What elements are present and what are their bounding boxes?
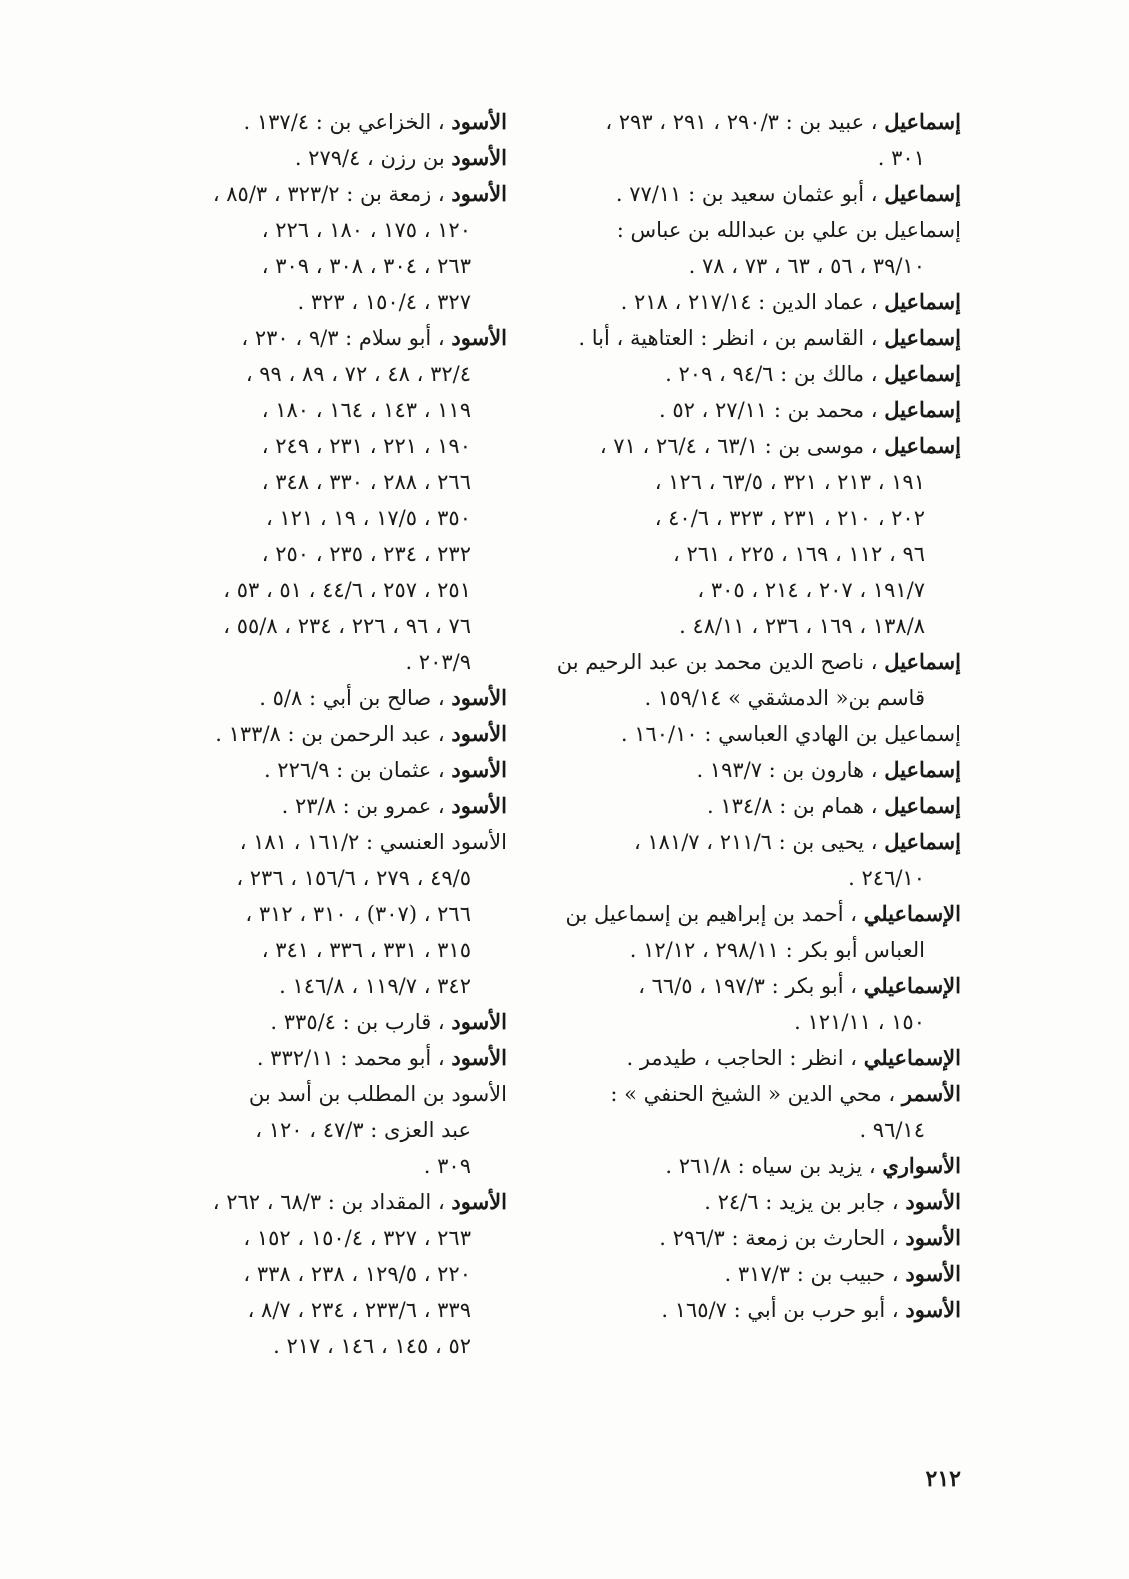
index-entry-line	[137, 104, 507, 140]
entry-references: الأسود العنسي : ١٦١/٢ ، ١٨١ ،	[239, 830, 507, 854]
index-entry-line	[541, 536, 961, 572]
index-entry-line	[137, 896, 507, 932]
entry-references: ، هارون بن : ١٩٣/٧ .	[696, 758, 885, 782]
index-entry-line	[137, 536, 507, 572]
entry-headword: إسماعيل	[884, 397, 961, 422]
index-entry-line	[137, 1076, 507, 1112]
entry-references: ، همام بن : ١٣٤/٨ .	[707, 794, 885, 818]
index-entry-line	[541, 356, 961, 392]
index-entry-line	[137, 932, 507, 968]
index-entry-line	[137, 320, 507, 356]
index-entry-line	[137, 644, 507, 680]
index-entry-line	[137, 716, 507, 752]
entry-headword: الأسود	[905, 1225, 961, 1250]
entry-references: ، موسى بن : ٦٣/١ ، ٢٦/٤ ، ٧١ ،	[599, 434, 885, 458]
entry-references: ٩٦ ، ١١٢ ، ١٦٩ ، ٢٢٥ ، ٢٦١ ،	[673, 542, 925, 566]
index-entry-line	[541, 320, 961, 356]
entry-headword: الأسود	[905, 1297, 961, 1322]
entry-references: ١٩٠ ، ٢٢١ ، ٢٣١ ، ٢٤٩ ،	[261, 434, 471, 458]
entry-headword: الأسود	[451, 109, 507, 134]
entry-references: ٤٩/٥ ، ٢٧٩ ، ١٥٦/٦ ، ٢٣٦ ،	[236, 866, 471, 890]
index-entry-line	[137, 680, 507, 716]
entry-references: ٢٥١ ، ٢٥٧ ، ٤٤/٦ ، ٥١ ، ٥٣ ،	[223, 578, 471, 602]
index-entry-line	[137, 248, 507, 284]
entry-references: إسماعيل بن الهادي العباسي : ١٦٠/١٠ .	[620, 722, 961, 746]
index-entry-line	[137, 860, 507, 896]
entry-references: ، مالك بن : ٩٤/٦ ، ٢٠٩ .	[665, 362, 885, 386]
entry-references: ، جابر بن يزيد : ٢٤/٦ .	[704, 1190, 906, 1214]
entry-references: ، عثمان بن : ٢٢٦/٩ .	[263, 758, 452, 782]
entry-headword: الأسود	[451, 325, 507, 350]
index-entry-line	[541, 860, 961, 896]
index-entry-line	[137, 284, 507, 320]
entry-references: ، الخزاعي بن : ١٣٧/٤ .	[243, 110, 452, 134]
entry-references: ١١٩ ، ١٤٣ ، ١٦٤ ، ١٨٠ ،	[261, 398, 471, 422]
index-entry-line	[137, 212, 507, 248]
index-entry-line	[137, 1328, 507, 1364]
entry-references: ٥٢ ، ١٤٥ ، ١٤٦ ، ٢١٧ .	[273, 1334, 471, 1358]
entry-references: ٢٦٦ ، ٢٨٨ ، ٣٣٠ ، ٣٤٨ ،	[261, 470, 471, 494]
entry-references: ، محمد بن : ٢٧/١١ ، ٥٢ .	[658, 398, 885, 422]
index-entry-line	[541, 104, 961, 140]
entry-headword: الأسود	[451, 685, 507, 710]
index-entry-line	[137, 608, 507, 644]
entry-headword: إسماعيل	[884, 757, 961, 782]
entry-references: ، عبيد بن : ٢٩٠/٣ ، ٢٩١ ، ٢٩٣ ،	[605, 110, 885, 134]
index-entry-line	[137, 176, 507, 212]
entry-references: ٢٦٦ ، (٣٠٧) ، ٣١٠ ، ٣١٢ ،	[245, 902, 471, 926]
entry-references: ، محي الدين « الشيخ الحنفي » :	[610, 1082, 902, 1106]
entry-references: ٧٦ ، ٩٦ ، ٢٢٦ ، ٢٣٤ ، ٥٥/٨ ،	[223, 614, 471, 638]
index-entry-line	[541, 1040, 961, 1076]
entry-references: ٢٠٢ ، ٢١٠ ، ٢٣١ ، ٣٢٣ ، ٤٠/٦ ،	[654, 506, 925, 530]
index-entry-line	[137, 1040, 507, 1076]
index-entry-line	[137, 500, 507, 536]
entry-headword: الأسود	[451, 181, 507, 206]
entry-references: ، عمرو بن : ٢٣/٨ .	[281, 794, 452, 818]
index-entry-line	[137, 140, 507, 176]
entry-headword: الأسود	[451, 757, 507, 782]
index-entry-line	[137, 824, 507, 860]
index-entry-line	[137, 1220, 507, 1256]
index-entry-line	[541, 752, 961, 788]
entry-headword: الأسود	[451, 1045, 507, 1070]
entry-headword: إسماعيل	[884, 361, 961, 386]
index-entry-line	[541, 248, 961, 284]
index-entry-line	[541, 140, 961, 176]
entry-headword: الأسود	[905, 1261, 961, 1286]
entry-headword: إسماعيل	[884, 649, 961, 674]
index-entry-line	[137, 428, 507, 464]
entry-references: ، أبو حرب بن أبي : ١٦٥/٧ .	[661, 1298, 906, 1322]
entry-references: الأسود بن المطلب بن أسد بن	[248, 1082, 507, 1106]
entry-references: ٣٢٧ ، ١٥٠/٤ ، ٣٢٣ .	[297, 290, 471, 314]
entry-references: قاسم بن« الدمشقي » ١٥٩/١٤ .	[644, 686, 925, 710]
entry-headword: إسماعيل	[884, 109, 961, 134]
index-entry-line	[137, 1148, 507, 1184]
entry-references: ٣٥٠ ، ١٧/٥ ، ١٩ ، ١٢١ ،	[265, 506, 471, 530]
entry-headword: إسماعيل	[884, 289, 961, 314]
index-entry-line	[137, 1184, 507, 1220]
index-entry-line	[137, 1256, 507, 1292]
index-column-right	[541, 104, 961, 1328]
entry-references: ٢٦٣ ، ٣٠٤ ، ٣٠٨ ، ٣٠٩ ،	[261, 254, 471, 278]
index-entry-line	[541, 428, 961, 464]
entry-references: ٣٠١ .	[877, 146, 925, 170]
index-entry-line	[541, 644, 961, 680]
entry-references: ، عماد الدين : ٢١٧/١٤ ، ٢١٨ .	[620, 290, 885, 314]
entry-references: ، أبو بكر : ١٩٧/٣ ، ٦٦/٥ ،	[638, 974, 864, 998]
entry-headword: الأسود	[451, 1189, 507, 1214]
entry-headword: الإسماعيلي	[863, 1045, 961, 1070]
entry-references: ١٩١/٧ ، ٢٠٧ ، ٢١٤ ، ٣٠٥ ،	[697, 578, 925, 602]
entry-headword: الأسود	[905, 1189, 961, 1214]
index-entry-line	[137, 572, 507, 608]
index-entry-line	[137, 464, 507, 500]
index-entry-line	[541, 824, 961, 860]
entry-headword: الأسمر	[901, 1081, 961, 1106]
entry-references: ، المقداد بن : ٦٨/٣ ، ٢٦٢ ،	[212, 1190, 452, 1214]
entry-headword: الأسود	[451, 145, 507, 170]
index-entry-line	[541, 500, 961, 536]
index-entry-line	[541, 716, 961, 752]
index-entry-line	[541, 1004, 961, 1040]
index-entry-line	[137, 1292, 507, 1328]
entry-references: ٢٢٠ ، ١٢٩/٥ ، ٢٣٨ ، ٣٣٨ ،	[243, 1262, 471, 1286]
entry-references: ، القاسم بن ، انظر : العتاهية ، أبا .	[578, 326, 885, 350]
entry-references: ، يحيى بن : ٢١١/٦ ، ١٨١/٧ ،	[633, 830, 885, 854]
entry-references: ٣٢/٤ ، ٤٨ ، ٧٢ ، ٨٩ ، ٩٩ ،	[245, 362, 471, 386]
entry-references: ٣١٥ ، ٣٣١ ، ٣٣٦ ، ٣٤١ ،	[261, 938, 471, 962]
index-entry-line	[137, 1004, 507, 1040]
entry-references: ، حبيب بن : ٣١٧/٣ .	[724, 1262, 906, 1286]
entry-headword: إسماعيل	[884, 433, 961, 458]
entry-headword: الإسماعيلي	[863, 973, 961, 998]
entry-references: ٢٦٣ ، ٣٢٧ ، ١٥٠/٤ ، ١٥٢ ،	[243, 1226, 471, 1250]
index-entry-line	[137, 356, 507, 392]
entry-headword: إسماعيل	[884, 829, 961, 854]
entry-headword: الأسود	[451, 1009, 507, 1034]
entry-headword: إسماعيل	[884, 793, 961, 818]
entry-references: ، عبد الرحمن بن : ١٣٣/٨ .	[215, 722, 452, 746]
entry-references: ، الحارث بن زمعة : ٢٩٦/٣ .	[659, 1226, 906, 1250]
entry-references: ١٩١ ، ٢١٣ ، ٣٢١ ، ٦٣/٥ ، ١٢٦ ،	[654, 470, 925, 494]
index-entry-line	[137, 1112, 507, 1148]
index-entry-line	[541, 464, 961, 500]
index-column-left	[137, 104, 507, 1364]
index-entry-line	[541, 608, 961, 644]
entry-headword: الأسود	[451, 793, 507, 818]
page-number: ٢١٢	[925, 1466, 961, 1492]
index-entry-line	[137, 752, 507, 788]
entry-references: ، أحمد بن إبراهيم بن إسماعيل بن	[565, 902, 864, 926]
entry-references: ، أبو سلام : ٩/٣ ، ٢٣٠ ،	[241, 326, 452, 350]
index-entry-line	[541, 1184, 961, 1220]
index-entry-line	[541, 212, 961, 248]
entry-references: عبد العزى : ٤٧/٣ ، ١٢٠ ،	[255, 1118, 471, 1142]
index-entry-line	[137, 968, 507, 1004]
entry-references: ، انظر : الحاجب ، طيدمر .	[626, 1046, 864, 1070]
index-entry-line	[541, 932, 961, 968]
index-entry-line	[541, 572, 961, 608]
index-entry-line	[541, 788, 961, 824]
index-entry-line	[541, 680, 961, 716]
index-entry-line	[541, 1292, 961, 1328]
index-entry-line	[541, 1256, 961, 1292]
entry-references: ٣٤٢ ، ١١٩/٧ ، ١٤٦/٨ .	[279, 974, 471, 998]
entry-references: ٩٦/١٤ .	[859, 1118, 925, 1142]
entry-references: ، ناصح الدين محمد بن عبد الرحيم بن	[556, 650, 885, 674]
index-entry-line	[137, 788, 507, 824]
entry-references: ٣٣٩ ، ٢٣٣/٦ ، ٢٣٤ ، ٨/٧ ،	[247, 1298, 471, 1322]
entry-references: ٢٣٢ ، ٢٣٤ ، ٢٣٥ ، ٢٥٠ ،	[261, 542, 471, 566]
entry-headword: الأسواري	[882, 1153, 961, 1178]
entry-headword: الأسود	[451, 721, 507, 746]
entry-references: ١٥٠ ، ١٢١/١١ .	[794, 1010, 925, 1034]
entry-headword: الإسماعيلي	[863, 901, 961, 926]
entry-references: ، أبو محمد : ٣٣٢/١١ .	[256, 1046, 452, 1070]
entry-references: العباس أبو بكر : ٢٩٨/١١ ، ١٢/١٢ .	[629, 938, 925, 962]
entry-references: ٣٠٩ .	[423, 1154, 471, 1178]
entry-references: ، قارب بن : ٣٣٥/٤ .	[270, 1010, 452, 1034]
entry-references: ، أبو عثمان سعيد بن : ٧٧/١١ .	[615, 182, 885, 206]
entry-references: بن رزن ، ٢٧٩/٤ .	[294, 146, 452, 170]
entry-references: ، يزيد بن سياه : ٢٦١/٨ .	[665, 1154, 883, 1178]
index-entry-line	[541, 1148, 961, 1184]
entry-references: ٢٤٦/١٠ .	[848, 866, 925, 890]
index-entry-line	[137, 392, 507, 428]
entry-references: إسماعيل بن علي بن عبدالله بن عباس :	[616, 218, 961, 242]
entry-references: ١٢٠ ، ١٧٥ ، ١٨٠ ، ٢٢٦ ،	[261, 218, 471, 242]
index-entry-line	[541, 896, 961, 932]
index-entry-line	[541, 392, 961, 428]
entry-references: ١٣٨/٨ ، ١٦٩ ، ٢٣٦ ، ٤٨/١١ .	[679, 614, 925, 638]
entry-references: ، زمعة بن : ٣٢٣/٢ ، ٨٥/٣ ،	[212, 182, 452, 206]
entry-references: ٢٠٣/٩ .	[405, 650, 471, 674]
index-entry-line	[541, 284, 961, 320]
entry-references: ٣٩/١٠ ، ٥٦ ، ٦٣ ، ٧٣ ، ٧٨ .	[688, 254, 925, 278]
entry-headword: إسماعيل	[884, 325, 961, 350]
index-entry-line	[541, 968, 961, 1004]
index-entry-line	[541, 1220, 961, 1256]
index-entry-line	[541, 1076, 961, 1112]
index-entry-line	[541, 1112, 961, 1148]
entry-headword: إسماعيل	[884, 181, 961, 206]
index-entry-line	[541, 176, 961, 212]
entry-references: ، صالح بن أبي : ٥/٨ .	[259, 686, 452, 710]
